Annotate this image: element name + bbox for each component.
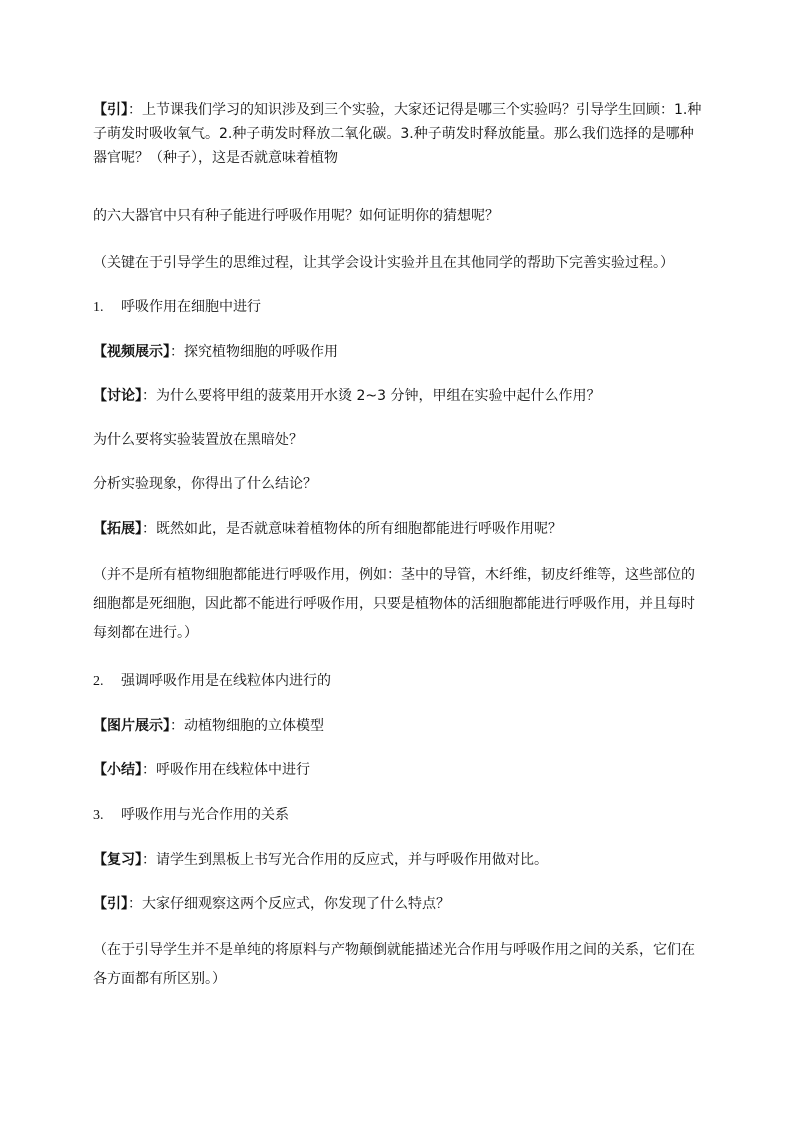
section-number: 2. — [93, 674, 104, 689]
tag-label: 【引】 — [93, 102, 128, 118]
section-heading-2 — [93, 669, 705, 694]
paragraph-text: （并不是所有植物细胞都能进行呼吸作用，例如：茎中的导管，木纤维，韧皮纤维等，这些部位的细胞都是死细胞，因此都不能进行呼吸作用，只要是植物体的活细胞都能进行呼吸作用，并且每时每刻都在进行。） — [93, 567, 695, 641]
paragraph-question — [93, 204, 705, 228]
section-title: 呼吸作用与光合作用的关系 — [121, 807, 289, 823]
section-number: 1. — [93, 300, 104, 315]
paragraph-extension — [93, 517, 705, 541]
tag-label: 【拓展】 — [93, 521, 142, 537]
paragraph-video — [93, 340, 705, 364]
paragraph-text: （在于引导学生并不是单纯的将原料与产物颠倒就能描述光合作用与呼吸作用之间的关系，它们在各方面都有所区别。） — [93, 942, 695, 987]
paragraph-review — [93, 848, 705, 872]
paragraph-summary — [93, 758, 705, 782]
section-title: 呼吸作用在细胞中进行 — [121, 299, 261, 315]
paragraph-note — [93, 251, 705, 275]
tag-label: 【讨论】 — [93, 388, 142, 404]
paragraph-question — [93, 472, 705, 496]
paragraph-text: ：动植物细胞的立体模型 — [170, 718, 324, 734]
section-number: 3. — [93, 808, 104, 823]
paragraph-text: 的六大器官中只有种子能进行呼吸作用呢？如何证明你的猜想呢？ — [93, 208, 499, 224]
paragraph-note — [93, 936, 705, 994]
section-heading-1 — [93, 295, 705, 320]
paragraph-image — [93, 714, 705, 738]
tag-label: 【小结】 — [93, 762, 142, 778]
paragraph-intro — [93, 98, 705, 170]
paragraph-text: ：既然如此，是否就意味着植物体的所有细胞都能进行呼吸作用呢？ — [142, 521, 562, 537]
tag-label: 【图片展示】 — [93, 718, 170, 734]
section-title: 强调呼吸作用是在线粒体内进行的 — [121, 673, 331, 689]
paragraph-note — [93, 561, 705, 648]
paragraph-text: ：上节课我们学习的知识涉及到三个实验，大家还记得是哪三个实验吗？引导学生回顾：1.种子萌发时吸收氧气。2.种子萌发时释放二氧化碳。3.种子萌发时释放能量。那么我们选择的是哪种器官呢？（种子），这是否就意味着植物 — [93, 102, 702, 166]
paragraph-intro — [93, 892, 705, 916]
paragraph-text: 分析实验现象，你得出了什么结论？ — [93, 476, 317, 492]
paragraph-text: ：请学生到黑板上书写光合作用的反应式，并与呼吸作用做对比。 — [142, 852, 548, 868]
tag-label: 【视频展示】 — [93, 344, 170, 360]
paragraph-text: ：为什么要将甲组的菠菜用开水烫 2~3 分钟，甲组在实验中起什么作用？ — [142, 388, 601, 404]
paragraph-question — [93, 428, 705, 452]
paragraph-text: ：呼吸作用在线粒体中进行 — [142, 762, 310, 778]
tag-label: 【引】 — [93, 896, 128, 912]
paragraph-text: （关键在于引导学生的思维过程，让其学会设计实验并且在其他同学的帮助下完善实验过程。） — [93, 255, 674, 271]
paragraph-text: ：探究植物细胞的呼吸作用 — [170, 344, 338, 360]
section-heading-3 — [93, 803, 705, 828]
tag-label: 【复习】 — [93, 852, 142, 868]
paragraph-text: ：大家仔细观察这两个反应式，你发现了什么特点？ — [128, 896, 450, 912]
paragraph-discussion — [93, 384, 705, 408]
paragraph-text: 为什么要将实验装置放在黑暗处？ — [93, 432, 303, 448]
